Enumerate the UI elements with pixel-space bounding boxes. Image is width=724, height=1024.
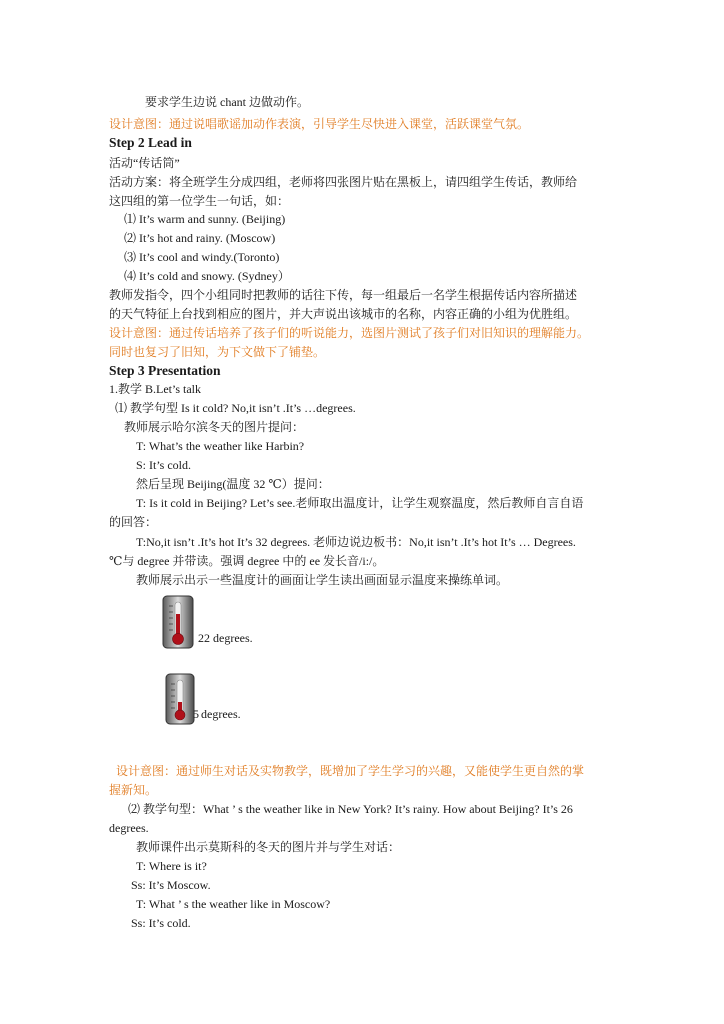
subsection-title: 1.教学 B.Let’s talk xyxy=(109,382,201,396)
dialog-weather-moscow: T: What ’ s the weather like in Moscow? xyxy=(136,897,331,911)
step2-heading: Step 2 Lead in xyxy=(109,135,192,150)
dialog-cold: Ss: It’s cold. xyxy=(131,916,191,930)
plan-line-1: 活动方案：将全班学生分成四组，老师将四张图片贴在黑板上，请四组学生传话，教师给 xyxy=(109,175,578,189)
dialog-s1: S: It’s cold. xyxy=(136,458,192,472)
activity-title: 活动“传话筒” xyxy=(109,156,180,170)
example-item-1: ⑴ It’s warm and sunny. (Beijing) xyxy=(124,212,286,226)
example-item-2: ⑵ It’s hot and rainy. (Moscow) xyxy=(124,231,276,245)
thermometer-2-label: degrees. xyxy=(201,707,241,721)
show-harbin-line: 教师展示哈尔滨冬天的图片提问： xyxy=(124,420,305,434)
step3-heading: Step 3 Presentation xyxy=(109,363,221,378)
intro-line: 要求学生边说 chant 边做动作。 xyxy=(145,95,309,109)
instruction-line-1: 教师发指令，四个小组同时把教师的话往下传，每一组最后一名学生根据传话内容所描述 xyxy=(109,288,578,302)
design-intent-2-line-2: 同时也复习了旧知，为下文做下了铺垫。 xyxy=(109,345,326,359)
thermometer-icon xyxy=(160,594,196,650)
dialog-where: T: Where is it? xyxy=(136,859,207,873)
thermometer-2-partial-digit: 5 xyxy=(193,707,199,721)
plan-line-2: 这四组的第一位学生一句话，如： xyxy=(109,194,290,208)
instruction-line-2: 的天气特征上台找到相应的图片，并大声说出该城市的名称，内容正确的小组为优胜组。 xyxy=(109,307,578,321)
dialog-t2-line-2: 的回答： xyxy=(109,515,158,529)
dialog-moscow: Ss: It’s Moscow. xyxy=(131,878,211,892)
show-thermometers-line: 教师展示出示一些温度计的画面让学生读出画面显示温度来操练单词。 xyxy=(136,573,509,587)
pattern-2-line-2: degrees. xyxy=(109,821,149,835)
dialog-t1: T: What’s the weather like Harbin? xyxy=(136,439,305,453)
design-intent-1: 设计意图：通过说唱歌谣加动作表演，引导学生尽快进入课堂，活跃课堂气氛。 xyxy=(109,117,530,131)
then-beijing-line: 然后呈现 Beijing(温度 32 ℃）提问： xyxy=(136,477,330,491)
thermometer-1-label: 22 degrees. xyxy=(198,631,253,645)
dialog-t3-line-2: ℃与 degree 并带读。强调 degree 中的 ee 发长音/i:/。 xyxy=(109,554,385,568)
dialog-t3-line-1: T:No,it isn’t .It’s hot It’s 32 degrees. 老师边说边板书：No,it isn’t .It’s hot It’s … Degrees. xyxy=(136,535,576,549)
design-intent-3-line-1: 设计意图：通过师生对话及实物教学，既增加了学生学习的兴趣，又能使学生更自然的掌 xyxy=(116,764,585,778)
example-item-3: ⑶ It’s cool and windy.(Toronto) xyxy=(124,250,280,264)
design-intent-2-line-1: 设计意图：通过传话培养了孩子们的听说能力，选图片测试了孩子们对旧知识的理解能力。 xyxy=(109,326,590,340)
design-intent-3-line-2: 握新知。 xyxy=(109,783,158,797)
example-item-4: ⑷ It’s cold and snowy. (Sydney） xyxy=(124,269,290,283)
pattern-2-line-1: ⑵ 教学句型：What ’ s the weather like in New York? It’s rainy. How about Beijing? It’s 26 xyxy=(128,802,573,816)
pattern-1: ⑴ 教学句型 Is it cold? No,it isn’t .It’s …degrees. xyxy=(115,401,356,415)
thermometer-icon xyxy=(163,672,197,726)
dialog-t2-line-1: T: Is it cold in Beijing? Let’s see.老师取出温度计，让学生观察温度，然后教师自言自语 xyxy=(136,496,584,510)
show-moscow-line: 教师课件出示莫斯科的冬天的图片并与学生对话： xyxy=(136,840,401,854)
